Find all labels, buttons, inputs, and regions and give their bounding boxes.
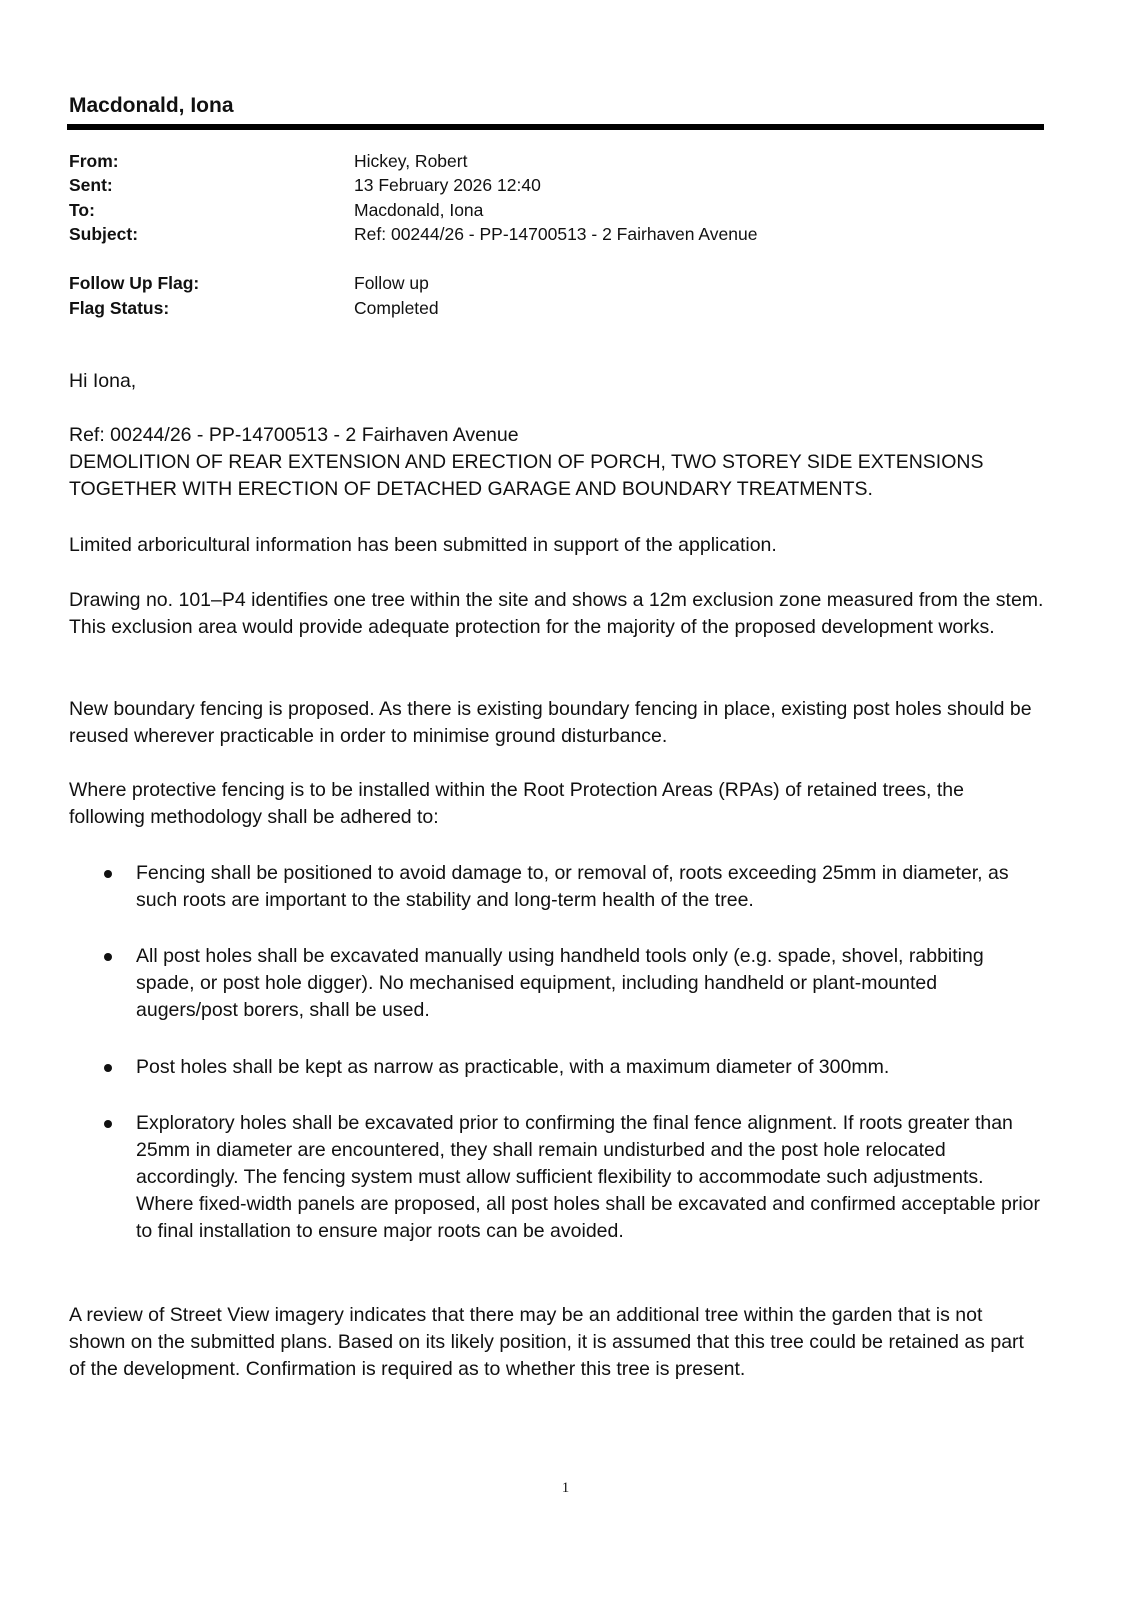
list-item-text: Fencing shall be positioned to avoid damage to, or removal of, roots exceeding 25mm in diameter, as such roots are important to the stability and long-term health of the tree. xyxy=(136,862,1009,911)
application-description: DEMOLITION OF REAR EXTENSION AND ERECTION OF PORCH, TWO STOREY SIDE EXTENSIONS TOGETHER WITH ERECTION OF DETACHED GARAGE AND BOUNDARY TREATMENTS. xyxy=(69,451,984,500)
flag-status-label: Flag Status: xyxy=(69,298,170,318)
header-divider xyxy=(67,124,1044,130)
to-label: To: xyxy=(69,200,95,220)
page-number: 1 xyxy=(561,1480,570,1496)
subject-label: Subject: xyxy=(69,224,139,244)
paragraph-street-view-text: A review of Street View imagery indicates that there may be an additional tree within the garden that is not shown on the submitted plans. Based on its likely position, it is assumed that this tree could be retained as part of the development. Confirmation is required as to whether this tree is present. xyxy=(69,1304,1024,1380)
bullet-icon xyxy=(104,870,112,878)
flag-status-value: Completed xyxy=(354,298,439,318)
paragraph-drawing-text: Drawing no. 101–P4 identifies one tree within the site and shows a 12m exclusion zone measured from the stem. This exclusion area would provide adequate protection for the majority of the proposed development works. xyxy=(69,589,1044,638)
list-item xyxy=(69,1054,1044,1081)
from-value: Hickey, Robert xyxy=(354,151,468,171)
follow-up-flag-value: Follow up xyxy=(354,273,429,293)
paragraph-methodology-text: Where protective fencing is to be installed within the Root Protection Areas (RPAs) of retained trees, the following methodology shall be adhered to: xyxy=(69,779,964,828)
paragraph-methodology xyxy=(69,777,1044,831)
paragraph-fencing-text: New boundary fencing is proposed. As there is existing boundary fencing in place, existing post holes should be reused wherever practicable in order to minimise ground disturbance. xyxy=(69,698,1032,747)
subject-value: Ref: 00244/26 - PP-14700513 - 2 Fairhaven Avenue xyxy=(354,224,758,244)
follow-up-flag-label: Follow Up Flag: xyxy=(69,273,200,293)
paragraph-limited-info-text: Limited arboricultural information has been submitted in support of the application. xyxy=(69,534,777,556)
paragraph-street-view xyxy=(69,1302,1044,1383)
sent-label: Sent: xyxy=(69,175,113,195)
bullet-icon xyxy=(104,1120,112,1128)
list-item xyxy=(69,860,1044,914)
paragraph-fencing xyxy=(69,696,1044,750)
bullet-icon xyxy=(104,953,112,961)
paragraph-drawing xyxy=(69,587,1044,641)
mailbox-owner-name: Macdonald, Iona xyxy=(69,94,234,117)
list-item-text: Exploratory holes shall be excavated prior to confirming the final fence alignment. If roots greater than 25mm in diameter are encountered, they shall remain undisturbed and the post hole relocated accordingly. The fencing system must allow sufficient flexibility to accommodate such adjustments. Where fixed-width panels are proposed, all post holes shall be excavated and confirmed acceptable prior to final installation to ensure major roots can be avoided. xyxy=(136,1112,1041,1242)
from-label: From: xyxy=(69,151,119,171)
greeting-text: Hi Iona, xyxy=(69,370,137,392)
greeting xyxy=(69,368,1044,395)
list-item-text: Post holes shall be kept as narrow as practicable, with a maximum diameter of 300mm. xyxy=(136,1056,890,1078)
list-item-text: All post holes shall be excavated manually using handheld tools only (e.g. spade, shovel, rabbiting spade, or post hole digger). No mechanised equipment, including handheld or plant-mounted augers/post borers, shall be used. xyxy=(136,945,984,1021)
paragraph-limited-info xyxy=(69,532,1044,559)
to-value: Macdonald, Iona xyxy=(354,200,484,220)
reference-line: Ref: 00244/26 - PP-14700513 - 2 Fairhaven Avenue xyxy=(69,424,519,446)
sent-value: 13 February 2026 12:40 xyxy=(354,175,541,195)
reference-block xyxy=(69,422,1044,503)
list-item xyxy=(69,1110,1044,1245)
list-item xyxy=(69,943,1044,1024)
bullet-icon xyxy=(104,1064,112,1072)
